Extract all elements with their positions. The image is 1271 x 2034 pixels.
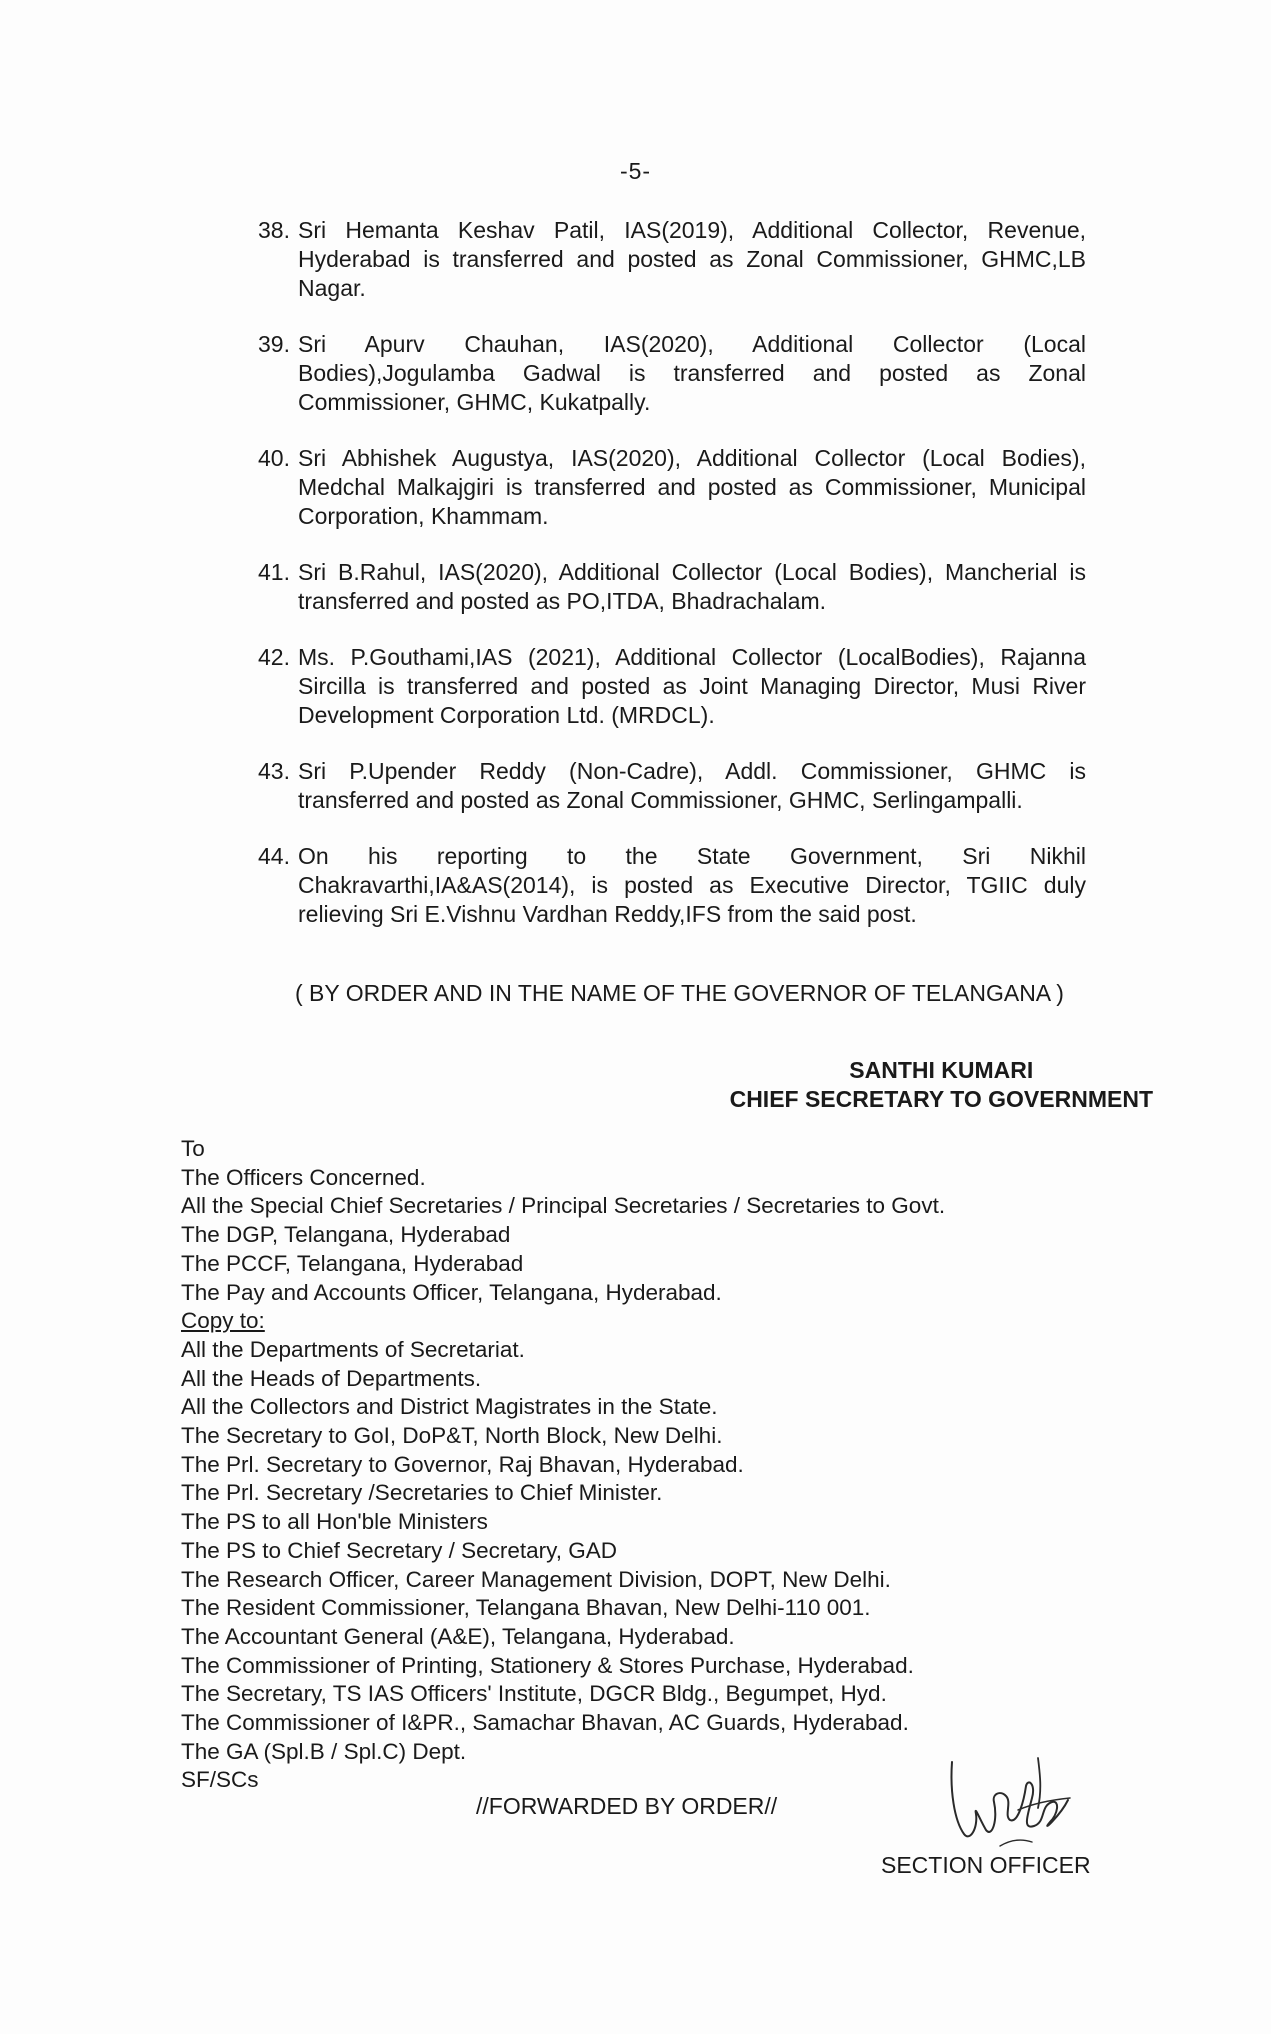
- item-number: 44.: [258, 843, 290, 869]
- order-item: [258, 558, 1086, 616]
- distribution-list: [181, 1135, 945, 1795]
- list-item: SF/SCs: [181, 1767, 259, 1793]
- signatory-designation: CHIEF SECRETARY TO GOVERNMENT: [729, 1086, 1153, 1112]
- forwarded-by-order: //FORWARDED BY ORDER//: [476, 1793, 778, 1819]
- list-item: The Commissioner of I&PR., Samachar Bhavan, AC Guards, Hyderabad.: [181, 1710, 909, 1736]
- item-text: Sri B.Rahul, IAS(2020), Additional Collector (Local Bodies), Mancherial is transferred and posted as PO,ITDA, Bhadrachalam.: [298, 559, 1086, 614]
- list-item: The Accountant General (A&E), Telangana, Hyderabad.: [181, 1623, 735, 1649]
- handwritten-signature: [940, 1750, 1090, 1865]
- list-item: The GA (Spl.B / Spl.C) Dept.: [181, 1738, 467, 1764]
- section-officer: SECTION OFFICER: [881, 1852, 1091, 1878]
- list-item: The Officers Concerned.: [181, 1164, 426, 1190]
- list-item: The DGP, Telangana, Hyderabad: [181, 1222, 511, 1248]
- item-text: Sri Abhishek Augustya, IAS(2020), Additional Collector (Local Bodies), Medchal Malkajgiri is transferred and posted as Commissioner, Municipal Corporation, Khammam.: [298, 445, 1086, 529]
- item-text: Sri Apurv Chauhan, IAS(2020), Additional Collector (Local Bodies),Jogulamba Gadwal is transferred and posted as Zonal Commissioner, GHMC, Kukatpally.: [298, 331, 1086, 415]
- order-item: [258, 643, 1086, 730]
- signatory-name: SANTHI KUMARI: [849, 1057, 1034, 1083]
- copy-to-label: Copy to:: [181, 1308, 265, 1334]
- signatory-block: [730, 1056, 1153, 1114]
- list-item: The Resident Commissioner, Telangana Bhavan, New Delhi-110 001.: [181, 1595, 871, 1621]
- item-number: 42.: [258, 644, 290, 670]
- list-item: The PS to all Hon'ble Ministers: [181, 1509, 488, 1535]
- order-item: [258, 842, 1086, 929]
- list-item: The Prl. Secretary /Secretaries to Chief Minister.: [181, 1480, 663, 1506]
- list-item: All the Collectors and District Magistrates in the State.: [181, 1394, 718, 1420]
- item-number: 38.: [258, 217, 290, 243]
- list-item: The Commissioner of Printing, Stationery & Stores Purchase, Hyderabad.: [181, 1652, 914, 1678]
- item-text: Sri P.Upender Reddy (Non-Cadre), Addl. Commissioner, GHMC is transferred and posted as Zonal Commissioner, GHMC, Serlingampalli.: [298, 758, 1086, 813]
- order-item: [258, 330, 1086, 417]
- list-item: The Secretary to GoI, DoP&T, North Block, New Delhi.: [181, 1423, 723, 1449]
- item-text: Sri Hemanta Keshav Patil, IAS(2019), Additional Collector, Revenue, Hyderabad is transferred and posted as Zonal Commissioner, GHMC,LB Nagar.: [298, 217, 1086, 301]
- item-number: 40.: [258, 445, 290, 471]
- list-item: The PCCF, Telangana, Hyderabad: [181, 1250, 524, 1276]
- order-line: ( BY ORDER AND IN THE NAME OF THE GOVERNOR OF TELANGANA ): [295, 980, 1064, 1006]
- order-item: [258, 444, 1086, 531]
- list-item: All the Special Chief Secretaries / Principal Secretaries / Secretaries to Govt.: [181, 1193, 946, 1219]
- item-text: On his reporting to the State Government, Sri Nikhil Chakravarthi,IA&AS(2014), is posted as Executive Director, TGIIC duly relieving Sri E.Vishnu Vardhan Reddy,IFS from the said post.: [298, 843, 1086, 927]
- list-item: All the Heads of Departments.: [181, 1365, 482, 1391]
- list-item: The Pay and Accounts Officer, Telangana, Hyderabad.: [181, 1279, 722, 1305]
- order-item: [258, 757, 1086, 815]
- list-item: The Prl. Secretary to Governor, Raj Bhavan, Hyderabad.: [181, 1451, 744, 1477]
- list-item: The PS to Chief Secretary / Secretary, GAD: [181, 1537, 617, 1563]
- to-label: To: [181, 1136, 205, 1161]
- page-number: -5-: [619, 158, 652, 184]
- item-text: Ms. P.Gouthami,IAS (2021), Additional Collector (LocalBodies), Rajanna Sircilla is transferred and posted as Joint Managing Director, Musi River Development Corporation Ltd. (MRDCL).: [298, 644, 1086, 728]
- item-number: 41.: [258, 559, 290, 585]
- order-items: [258, 216, 1086, 956]
- list-item: All the Departments of Secretariat.: [181, 1336, 525, 1362]
- item-number: 39.: [258, 331, 290, 357]
- item-number: 43.: [258, 758, 290, 784]
- order-item: [258, 216, 1086, 303]
- list-item: The Secretary, TS IAS Officers' Institute, DGCR Bldg., Begumpet, Hyd.: [181, 1681, 887, 1707]
- list-item: The Research Officer, Career Management Division, DOPT, New Delhi.: [181, 1566, 891, 1592]
